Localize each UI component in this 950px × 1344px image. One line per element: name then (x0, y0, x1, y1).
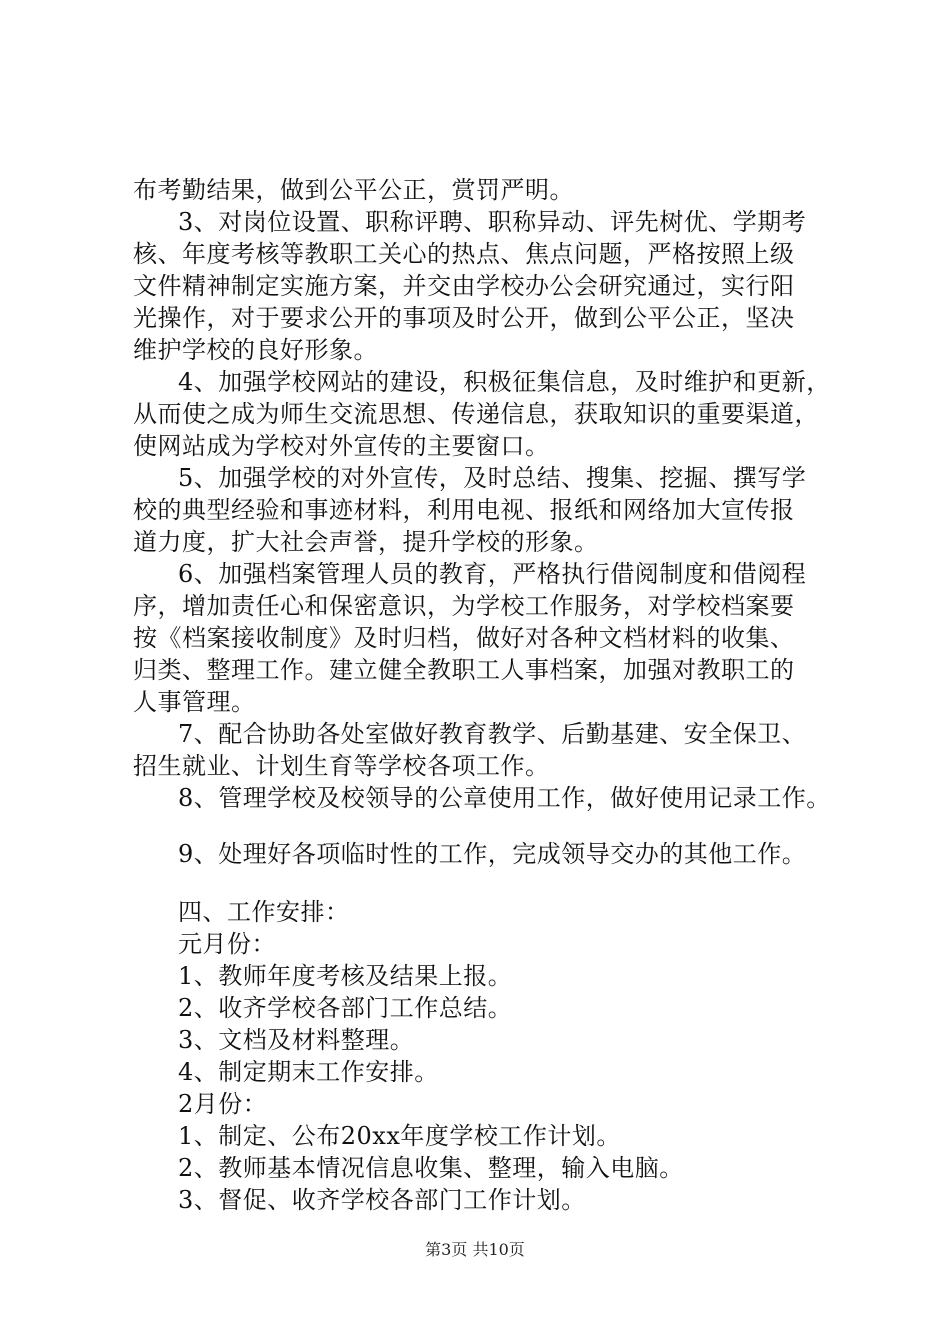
month-heading: 2月份： (178, 1090, 268, 1118)
section-heading: 四、工作安排： (178, 898, 350, 926)
text-line: 核、年度考核等教职工关心的热点、焦点问题，严格按照上级 (133, 240, 795, 268)
text-line: 布考勤结果，做到公平公正，赏罚严明。 (133, 176, 574, 204)
text-line: 9、处理好各项临时性的工作，完成领导交办的其他工作。 (178, 840, 807, 868)
text-line: 招生就业、计划生育等学校各项工作。 (133, 752, 550, 780)
text-line: 人事管理。 (133, 688, 256, 716)
page-number-footer: 第3页 共10页 (425, 1240, 525, 1259)
list-item: 4、制定期末工作安排。 (178, 1058, 439, 1086)
text-line: 序，增加责任心和保密意识，为学校工作服务，对学校档案要 (133, 592, 795, 620)
text-line: 使网站成为学校对外宣传的主要窗口。 (133, 432, 550, 460)
text-line: 4、加强学校网站的建设，积极征集信息，及时维护和更新， (178, 368, 831, 396)
text-line: 道力度，扩大社会声誉，提升学校的形象。 (133, 528, 599, 556)
text-line: 文件精神制定实施方案，并交由学校办公会研究通过，实行阳 (133, 272, 795, 300)
list-item: 3、文档及材料整理。 (178, 1026, 415, 1054)
text-line: 8、管理学校及校领导的公章使用工作，做好使用记录工作。 (178, 784, 831, 812)
text-line: 6、加强档案管理人员的教育，严格执行借阅制度和借阅程 (178, 560, 807, 588)
list-item: 3、督促、收齐学校各部门工作计划。 (178, 1186, 586, 1214)
text-line: 按《档案接收制度》及时归档，做好对各种文档材料的收集、 (133, 624, 795, 652)
list-item: 2、教师基本情况信息收集、整理，输入电脑。 (178, 1154, 684, 1182)
text-line: 7、配合协助各处室做好教育教学、后勤基建、安全保卫、 (178, 720, 807, 748)
list-item: 2、收齐学校各部门工作总结。 (178, 994, 513, 1022)
text-line: 光操作，对于要求公开的事项及时公开，做到公平公正，坚决 (133, 304, 795, 332)
list-item: 1、教师年度考核及结果上报。 (178, 962, 513, 990)
list-item: 1、制定、公布20xx年度学校工作计划。 (178, 1122, 621, 1150)
text-line: 维护学校的良好形象。 (133, 336, 378, 364)
text-line: 3、对岗位设置、职称评聘、职称异动、评先树优、学期考 (178, 208, 807, 236)
text-line: 校的典型经验和事迹材料，利用电视、报纸和网络加大宣传报 (133, 496, 795, 524)
month-heading: 元月份： (178, 930, 276, 958)
text-line: 5、加强学校的对外宣传，及时总结、搜集、挖掘、撰写学 (178, 464, 807, 492)
text-line: 归类、整理工作。建立健全教职工人事档案，加强对教职工的 (133, 656, 795, 684)
text-line: 从而使之成为师生交流思想、传递信息，获取知识的重要渠道， (133, 400, 819, 428)
